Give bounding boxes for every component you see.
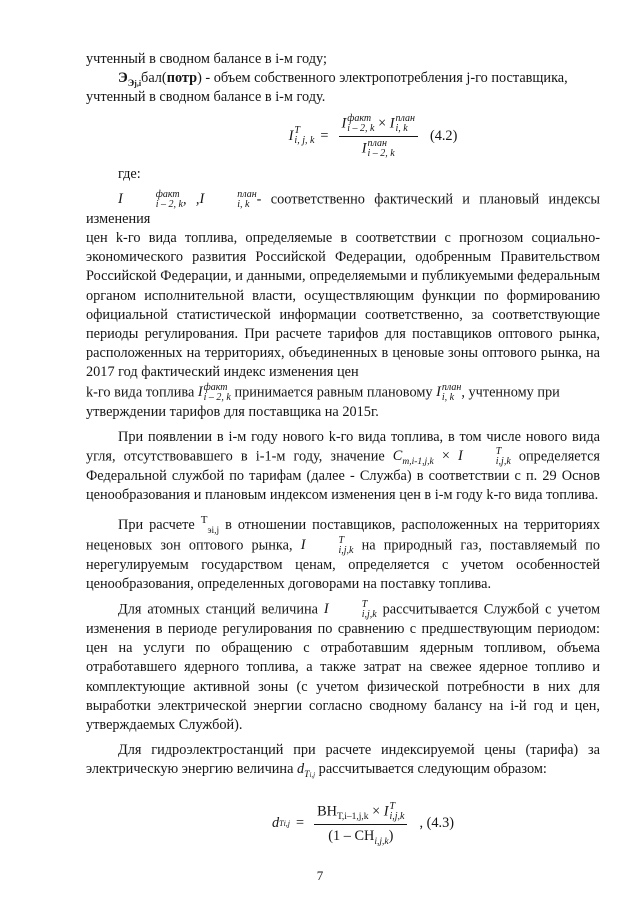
paragraph-new-fuel: При появлении в i-м году нового k-го вида топлива, в том числе нового вида угля, отсутствовавшего в i-1-м году, значение $C_{m,i-1,j,k} \times I$ T i,j,k определяется Федеральной службой по тарифам (далее - Служба) в соответствии с п. 29 Основ ценообразования и плановым индексом изменения цен в i-м году k-го вида топлива. <box>86 428 601 504</box>
equation-4-3: d Тi,j = $ВН_{Т,i-1,j,k} \times I$ T i,j,k $(1 - СН_{i,j,k})$ , (4.3) <box>271 800 455 847</box>
text-line-1: учтенный в сводном балансе в i-м году; <box>86 51 327 67</box>
text-line-7: утверждении тарифов для поставщика на 2015г. <box>86 403 379 420</box>
page-number: 7 <box>316 868 324 883</box>
equation-4-2: I T i, j, k = I факт i – 2, k × I план i, k I план i – 2, k (4.2) <box>288 112 458 159</box>
paragraph-nuclear: Для атомных станций величина I T i,j,k рассчитывается Службой с учетом изменения в периоде регулирования по сравнению с предшествующим периодом: цен на услуги по обращению с отработавшим ядерным топливом, объема отработавшего ядерного топлива, а также затрат на свежее ядерное топливо и комплектующие активной зоны (с учетом физической потребности в них для выработки электрической энергии согласно сводному балансу на i-й год и цен, утверждаемых Службой). <box>86 599 601 734</box>
e-symbol: $Э_{Эj,i}$ <box>118 70 142 90</box>
text-line-4: I факт i – 2, k , ,I план i, k - соответственно фактический и плановый индексы изменения <box>86 188 600 227</box>
text-line-3: учтенный в сводном балансе в i-м году. <box>86 89 326 106</box>
paragraph-fuel-index: цен k-го вида топлива, определяемые в соответствии с прогнозом социально-экономического развития Российской Федерации, одобренным Правительством Российской Федерации, и данными, определяемыми и публикуемыми федеральным органом исполнительной власти, осуществляющим функции по формированию официальной статистической информации соответственно, за соответствующие периоды регулирования. При расчете тарифов для поставщиков оптового рынка, расположенных на территориях, объединенных в ценовые зоны оптового рынка, на 2017 год фактический индекс изменения цен <box>86 230 600 381</box>
paragraph-non-price-zones: При расчете $^Т_{эi,j}$ в отношении поставщиков, расположенных на территориях неценовых зон оптового рынка, I T i,j,k на природный газ, поставляемый по нерегулируемым государством ценам, определяется с учетом особенностей ценообразования, определенных договорами на поставку топлива. <box>86 514 601 592</box>
gde-label: где: <box>118 165 141 182</box>
text-line-2: $Э_{Эj,i}бал(потр)$ - объем собственного электропотребления j-го поставщика, <box>118 70 568 90</box>
text-line-6: k-го вида топлива I факт i – 2, k принимается равным плановому I план i, k , учтенному при <box>86 381 560 403</box>
paragraph-hydro: Для гидроэлектростанций при расчете индексируемой цены (тарифа) за электрическую энергию величина $d_{Тi,j}$ рассчитывается следующим образом: <box>86 742 600 781</box>
